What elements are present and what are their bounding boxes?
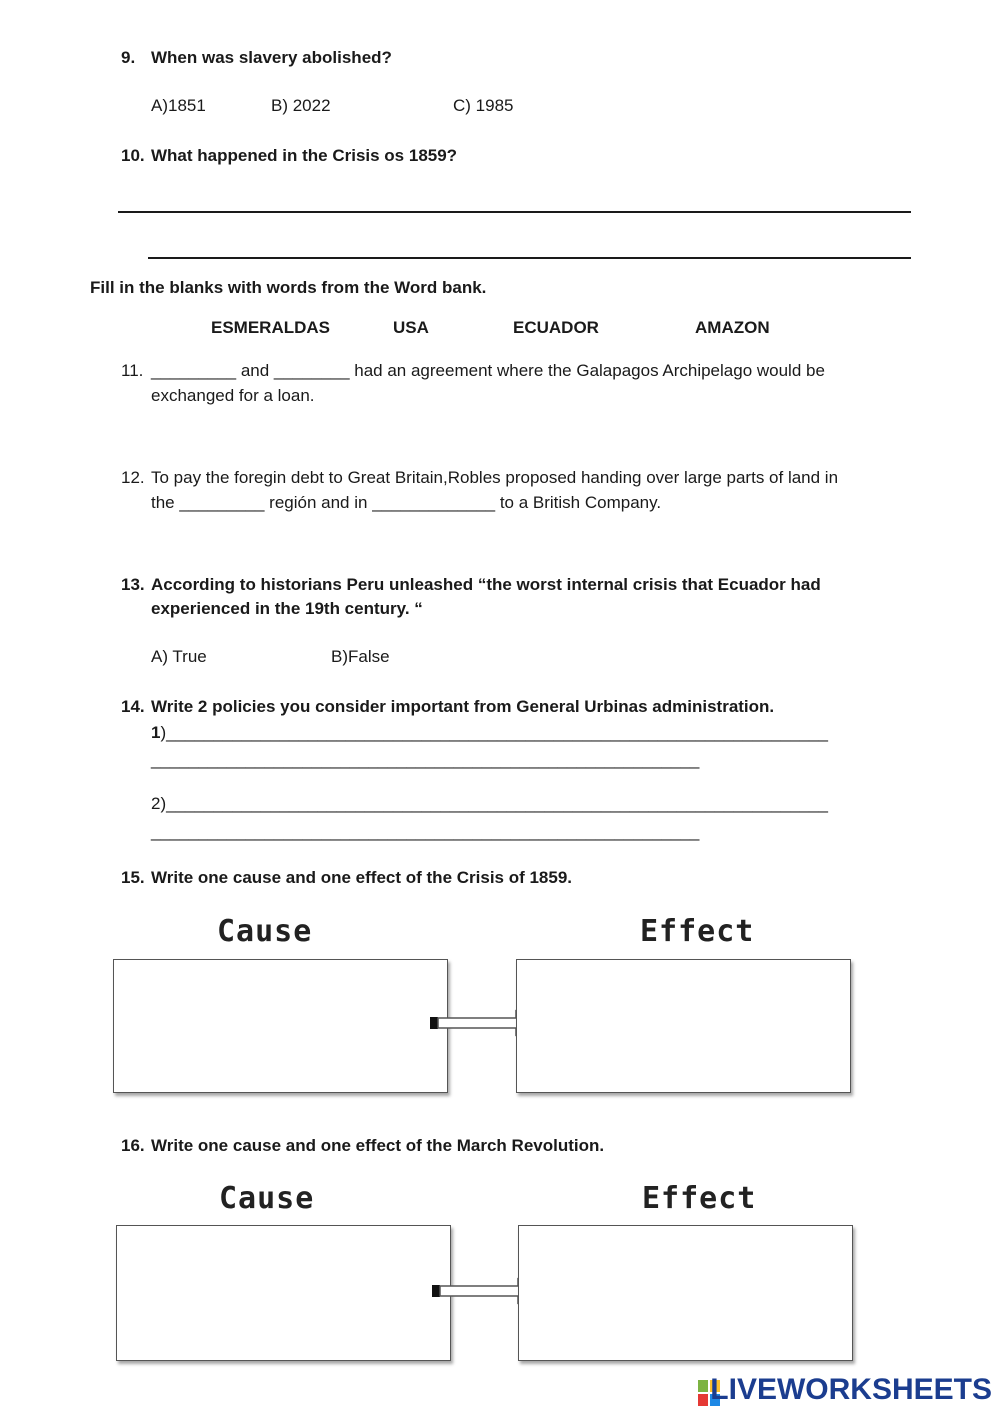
q9-option-a[interactable]: A)1851 [151, 96, 206, 115]
q16-question: Write one cause and one effect of the March Revolution. [151, 1136, 605, 1155]
q11-text-line1[interactable]: _________ and ________ had an agreement where the Galapagos Archipelago would be [151, 361, 825, 380]
q12-text-line2[interactable]: the _________ región and in _____________ to a British Company. [151, 493, 662, 512]
word-bank-item: AMAZON [695, 318, 770, 337]
q16-effect-box[interactable] [518, 1225, 853, 1361]
q14-answer-2-line[interactable]: ______________________________________________________________________ [166, 794, 828, 813]
q16-number: 16. [121, 1136, 145, 1155]
q9-question: When was slavery abolished? [151, 48, 392, 67]
q15-effect-box[interactable] [516, 959, 851, 1093]
q14-number: 14. [121, 697, 145, 716]
q14-answer-1[interactable] [151, 721, 828, 745]
q10-answer-line-2[interactable] [148, 257, 911, 259]
q9-option-c[interactable]: C) 1985 [453, 96, 514, 115]
q10-question: What happened in the Crisis os 1859? [151, 146, 458, 165]
word-bank-item: ECUADOR [513, 318, 599, 337]
q15-effect-label: Effect [640, 914, 755, 949]
q10-number: 10. [121, 146, 145, 165]
q14-answer-1-line2[interactable]: __________________________________________________________ [151, 750, 700, 769]
q11-text-line2: exchanged for a loan. [151, 386, 315, 405]
q16-cause-label: Cause [219, 1181, 315, 1216]
q16-cause-box[interactable] [116, 1225, 451, 1361]
q13-option-true[interactable]: A) True [151, 647, 207, 666]
q13-option-false[interactable]: B)False [331, 647, 390, 666]
q10-answer-line-1[interactable] [118, 211, 911, 213]
q14-answer-2[interactable] [151, 792, 828, 816]
q15-number: 15. [121, 868, 145, 887]
q15-cause-label: Cause [217, 914, 313, 949]
word-bank-item: ESMERALDAS [211, 318, 331, 337]
word-bank-item: USA [393, 318, 429, 337]
q14-question: Write 2 policies you consider important from General Urbinas administration. [151, 697, 775, 716]
q14-answer-1-line[interactable]: )______________________________________________________________________ [160, 723, 828, 742]
q12-text-line1: To pay the foregin debt to Great Britain,Robles proposed handing over large parts of land in [151, 468, 839, 487]
q9-number: 9. [121, 48, 136, 67]
q13-text-line2: experienced in the 19th century. “ [151, 599, 423, 618]
q15-cause-box[interactable] [113, 959, 448, 1093]
q16-effect-label: Effect [642, 1181, 757, 1216]
q13-text-line1: According to historians Peru unleashed “the worst internal crisis that Ecuador had [151, 575, 821, 594]
q14-answer-2-line2[interactable]: __________________________________________________________ [151, 822, 700, 841]
liveworksheets-logo[interactable]: LIVEWORKSHEETS [710, 1373, 992, 1406]
q9-option-b[interactable]: B) 2022 [271, 96, 331, 115]
q12-number: 12. [121, 468, 145, 487]
q13-number: 13. [121, 575, 145, 594]
q14-answer-1-label: 1 [151, 723, 161, 742]
q15-question: Write one cause and one effect of the Crisis of 1859. [151, 868, 573, 887]
q11-number: 11. [121, 361, 144, 380]
q14-answer-2-label: 2) [151, 794, 167, 813]
fill-instruction: Fill in the blanks with words from the Word bank. [90, 278, 487, 297]
